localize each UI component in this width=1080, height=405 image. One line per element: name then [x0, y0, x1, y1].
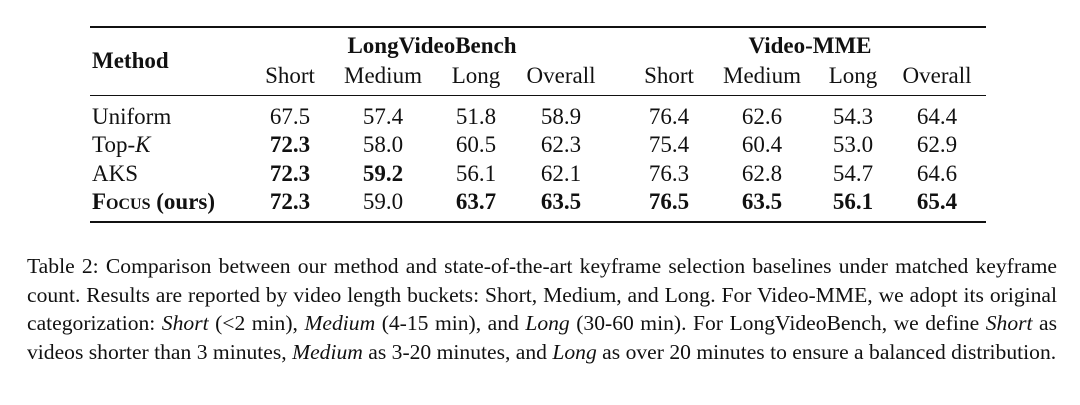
table-top-rule — [90, 26, 986, 28]
subheader-vmme-overall: Overall — [902, 63, 972, 88]
method-label: Top- — [92, 132, 136, 157]
method-label: Focus — [92, 189, 151, 214]
table-cell: 64.4 — [916, 104, 958, 129]
table-mid-rule — [90, 95, 986, 96]
group-header-video-mme: Video-MME — [748, 33, 872, 58]
table-cell: 62.3 — [540, 132, 582, 157]
method-label: AKS — [92, 161, 139, 186]
table-cell: 72.3 — [269, 161, 311, 186]
table-cell: 72.3 — [269, 189, 311, 214]
table-cell: 64.6 — [916, 161, 958, 186]
table-cell: 59.2 — [362, 161, 404, 186]
table-cell: 76.4 — [648, 104, 690, 129]
table-cell: 62.9 — [916, 132, 958, 157]
table-cell: 60.5 — [455, 132, 497, 157]
table-cell: 54.3 — [832, 104, 874, 129]
table-cell: 63.7 — [455, 189, 497, 214]
group-header-longvideobench: LongVideoBench — [347, 33, 517, 58]
subheader-vmme-short: Short — [644, 63, 694, 88]
table-cell: 72.3 — [269, 132, 311, 157]
method-header: Method — [92, 48, 169, 73]
table-cell: 67.5 — [269, 104, 311, 129]
subheader-lvb-short: Short — [265, 63, 315, 88]
table-cell: 56.1 — [832, 189, 874, 214]
subheader-lvb-long: Long — [451, 63, 501, 88]
table-cell: 51.8 — [455, 104, 497, 129]
table-cell: 62.1 — [540, 161, 582, 186]
subheader-lvb-overall: Overall — [526, 63, 596, 88]
table-cell: 62.6 — [741, 104, 783, 129]
row-method-2 — [92, 160, 138, 188]
table-cell: 59.0 — [362, 189, 404, 214]
row-method-3 — [92, 188, 215, 216]
table-cell: 65.4 — [916, 189, 958, 214]
method-suffix: (ours) — [150, 189, 216, 214]
method-label: Uniform — [92, 104, 172, 129]
table-cell: 57.4 — [362, 104, 404, 129]
table-cell: 60.4 — [741, 132, 783, 157]
row-method-1 — [92, 131, 150, 159]
subheader-vmme-long: Long — [828, 63, 878, 88]
table-cell: 58.9 — [540, 104, 582, 129]
method-suffix: K — [135, 132, 151, 157]
table-cell: 62.8 — [741, 161, 783, 186]
table-cell: 63.5 — [741, 189, 783, 214]
table-cell: 75.4 — [648, 132, 690, 157]
row-method-0 — [92, 103, 171, 131]
subheader-lvb-medium: Medium — [344, 63, 422, 88]
table-cell: 54.7 — [832, 161, 874, 186]
table-cell: 76.3 — [648, 161, 690, 186]
table-cell: 58.0 — [362, 132, 404, 157]
table-caption: Table 2: Comparison between our method and state-of-the-art keyframe selection baselines under matched keyframe count. Results are reported by video length buckets: Short, Medium, and Long. For Video-MME, we adopt its original categorization: Short (<2 min), Medium (4-15 min), and Long (30-60 min). For LongVideoBench, we define Short as videos shorter than 3 minutes, Medium as 3-20 minutes, and Long as over 20 minutes to ensure a balanced distribution. — [27, 254, 1057, 364]
table-cell: 53.0 — [832, 132, 874, 157]
table-cell: 76.5 — [648, 189, 690, 214]
subheader-vmme-medium: Medium — [723, 63, 801, 88]
table-cell: 56.1 — [455, 161, 497, 186]
table-bottom-rule — [90, 221, 986, 223]
table-cell: 63.5 — [540, 189, 582, 214]
